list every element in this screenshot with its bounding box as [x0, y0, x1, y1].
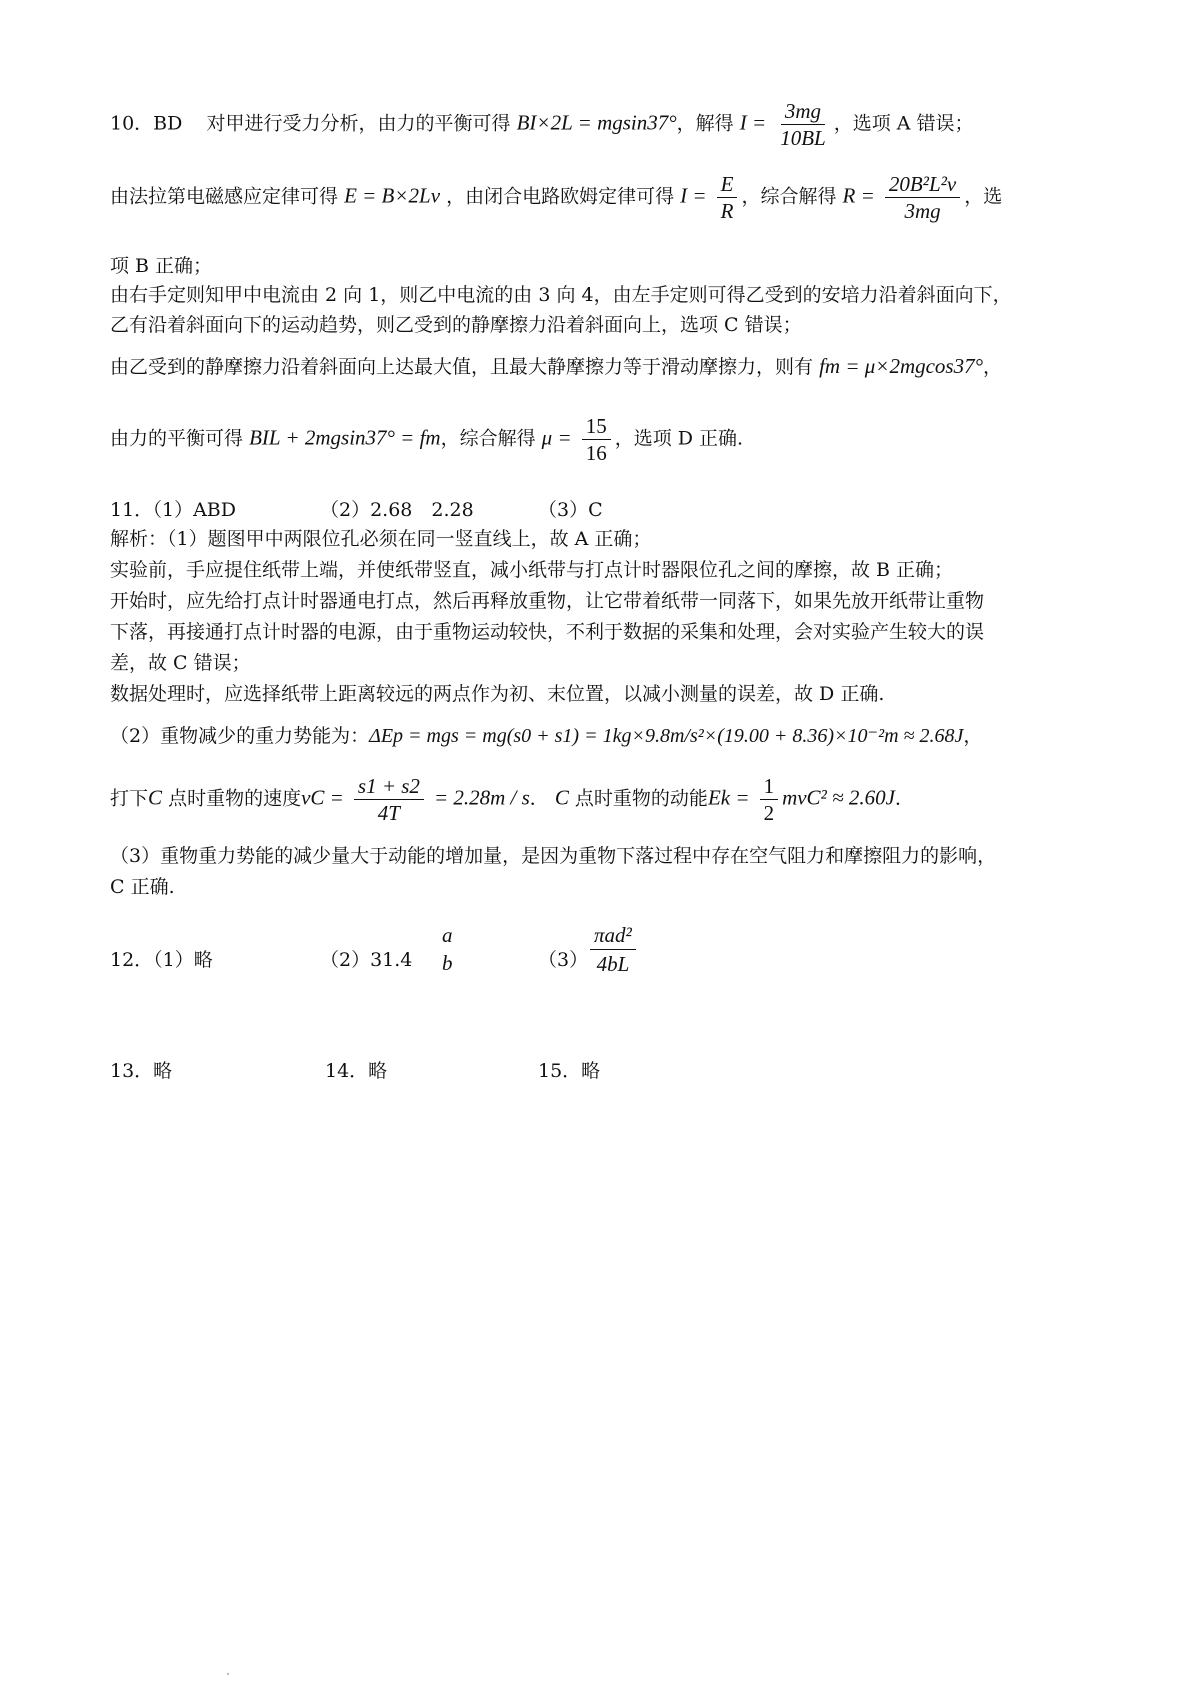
equation-lhs: vC = [301, 785, 344, 810]
q11-text: 点时重物的速度 [168, 787, 302, 810]
q10-text: ，选 [964, 185, 1003, 208]
q14-answer: 14．略 [325, 1060, 388, 1082]
fraction-denominator: 4bL [596, 952, 630, 976]
q10-line-7 [110, 414, 1100, 465]
q11-answer-3: （3）C [538, 499, 603, 521]
q10-text: 由法拉第电磁感应定律可得 [110, 185, 339, 208]
q11-text: 打下 [110, 787, 149, 810]
q10-text: ，综合解得 [440, 427, 536, 450]
q12-answers [110, 922, 1100, 992]
equation: BI×2L = mgsin37° [516, 110, 677, 135]
q10-text: ，由闭合电路欧姆定律可得 [446, 185, 675, 208]
q12-answer-3: （3） [538, 949, 589, 971]
q13-answer: 13．略 [110, 1060, 173, 1082]
q10-line-1 [110, 99, 1100, 150]
fraction-numerator: 15 [582, 414, 611, 440]
fraction-numerator: a [442, 923, 453, 947]
fraction-numerator: 20B²L²v [885, 172, 960, 198]
fraction [438, 922, 457, 976]
q12-answer-2: （2）31.4 [320, 949, 413, 971]
q10-text: ， [983, 356, 1003, 378]
fraction-denominator: 4T [377, 801, 400, 825]
equation-lhs: R = [842, 183, 875, 208]
q10-text: 对甲进行受力分析，由力的平衡可得 [206, 112, 511, 135]
equation-lhs: μ = [541, 425, 572, 450]
q15-answer: 15．略 [538, 1060, 601, 1082]
fraction [354, 774, 424, 825]
scan-speck [227, 1673, 229, 1675]
q12-fraction-3 [586, 922, 640, 977]
q11-answer-1: （1）ABD [143, 499, 237, 521]
fraction [760, 774, 779, 825]
q10-line-6 [110, 352, 1100, 381]
q10-text: 由乙受到的静摩擦力沿着斜面向上达最大值，且最大静摩擦力等于滑动摩擦力，则有 [110, 356, 814, 378]
q10-line-5: 乙有沿着斜面向下的运动趋势，则乙受到的静摩擦力沿着斜面向上，选项 C 错误； [110, 314, 802, 336]
q11-analysis-4: 下落，再接通打点计时器的电源，由于重物运动较快，不利于数据的采集和处理，会对实验产生较大的误 [110, 621, 985, 643]
equation-lhs: I = [739, 110, 767, 135]
fraction-numerator: πad² [590, 922, 636, 950]
fraction-denominator: b [442, 951, 453, 975]
q12-answer-1: 12．（1）略 [110, 949, 213, 971]
fraction-denominator: 16 [585, 441, 607, 465]
q10-text: ，选项 D 正确. [614, 427, 744, 450]
fraction-numerator: E [717, 172, 738, 198]
q10-line-4: 由右手定则知甲中电流由 2 向 1，则乙中电流的由 3 向 4，由左手定则可得乙受到的安培力沿着斜面向下， [110, 284, 1012, 306]
fraction-numerator: 3mg [781, 99, 825, 125]
q11-text: 点时重物的动能 [574, 787, 708, 810]
q11-analysis-7 [110, 722, 1100, 750]
point-label: C [554, 785, 569, 810]
q11-analysis-8 [110, 774, 1100, 825]
q11-text: （2）重物减少的重力势能为： [110, 725, 370, 747]
q11-analysis-9: （3）重物重力势能的减少量大于动能的增加量，是因为重物下落过程中存在空气阻力和摩擦阻力的影响， [110, 845, 997, 867]
q10-text: ，解得 [676, 112, 734, 135]
fraction [590, 922, 636, 977]
q10-line-3: 项 B 正确； [110, 255, 213, 277]
equation: fm = μ×2mgcos37° [819, 354, 984, 378]
fraction [717, 172, 738, 223]
fraction-denominator: 10BL [780, 126, 826, 150]
equation: E = B×2Lv [344, 183, 441, 208]
q12-fraction-a-b [434, 922, 461, 976]
point-label: C [148, 785, 163, 810]
q11-analysis-6: 数据处理时，应选择纸带上距离较远的两点作为初、末位置，以减小测量的误差，故 D 正确. [110, 683, 885, 705]
fraction-numerator: 1 [760, 774, 779, 800]
equation-lhs: I = [680, 183, 707, 208]
q10-line-2 [110, 172, 1100, 223]
q11-analysis-2: 实验前，手应提住纸带上端，并使纸带竖直，减小纸带与打点计时器限位孔之间的摩擦，故 B 正确； [110, 559, 954, 581]
q11-text: ． [894, 787, 914, 810]
equation-lhs: Ek = [707, 785, 750, 810]
q11-analysis-5: 差，故 C 错误； [110, 652, 251, 674]
q11-number: 11． [110, 499, 154, 521]
equation: BIL + 2mgsin37° = fm [249, 425, 441, 450]
q11-analysis-3: 开始时，应先给打点计时器通电打点，然后再释放重物，让它带着纸带一同落下，如果先放开纸带让重物 [110, 590, 985, 612]
fraction-numerator: s1 + s2 [354, 774, 424, 800]
q11-analysis-10: C 正确. [110, 876, 175, 898]
q11-text: ． [529, 787, 549, 810]
fraction-denominator: R [720, 199, 734, 223]
q10-text: ，选项 A 错误； [833, 112, 974, 135]
fraction [776, 99, 830, 150]
q10-text: 由力的平衡可得 [110, 427, 244, 450]
q11-text: ， [963, 725, 983, 747]
fraction [582, 414, 611, 465]
q11-analysis-1: 解析：（1）题图甲中两限位孔必须在同一竖直线上，故 A 正确； [110, 528, 652, 550]
q10-number: 10．BD [110, 112, 183, 135]
fraction [885, 172, 960, 223]
q11-answer-2: （2）2.68 2.28 [320, 499, 474, 521]
equation: mvC² ≈ 2.60J [782, 785, 895, 810]
q10-text: ，综合解得 [741, 185, 837, 208]
equation: = 2.28m / s [433, 785, 530, 810]
equation: ΔEp = mgs = mg(s0 + s1) = 1kg×9.8m/s²×(19.00 + 8.36)×10⁻²m ≈ 2.68J [369, 725, 964, 747]
fraction-denominator: 3mg [904, 199, 941, 223]
fraction-denominator: 2 [763, 801, 775, 825]
